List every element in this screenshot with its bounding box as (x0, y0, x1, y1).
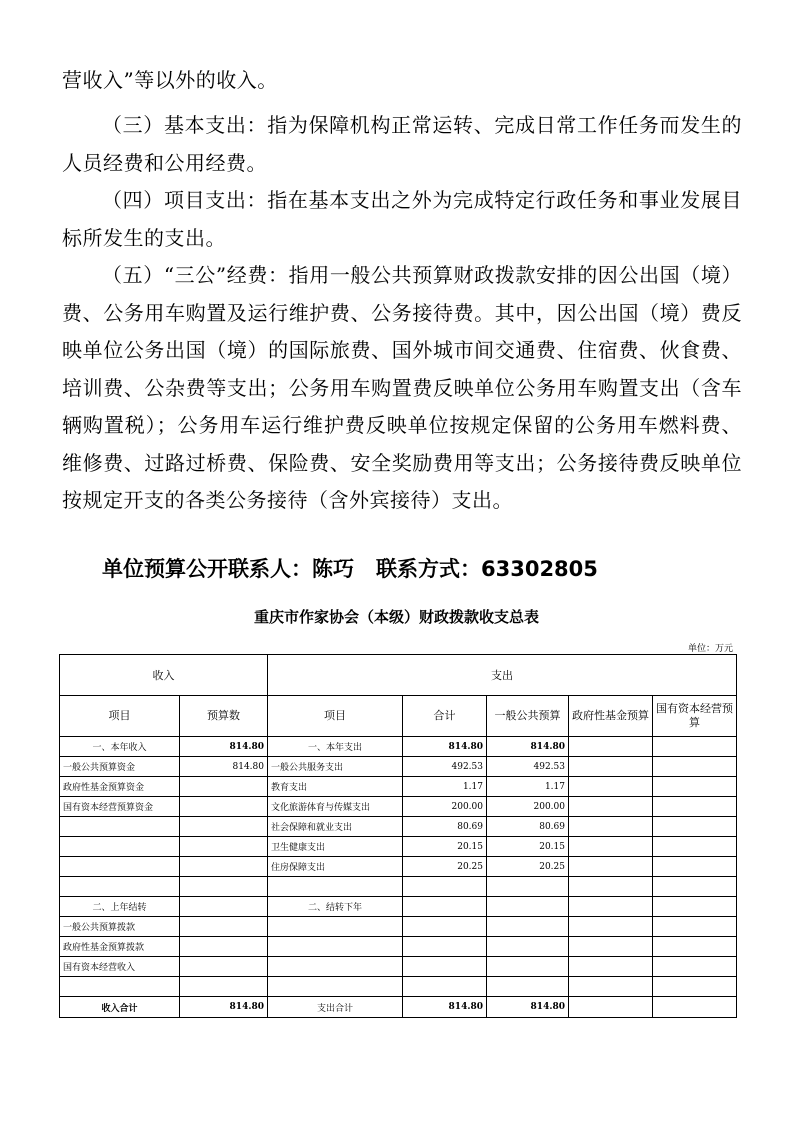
expense-general (487, 957, 569, 977)
expense-item (268, 937, 403, 957)
header-state-capital-budget: 国有资本经营预算 (653, 696, 737, 737)
table-row (60, 957, 737, 977)
income-value (180, 897, 268, 917)
expense-general: 492.53 (487, 757, 569, 777)
expense-general: 20.15 (487, 837, 569, 857)
expense-capital (653, 937, 737, 957)
expense-total: 814.80 (403, 737, 487, 757)
table-row (60, 857, 737, 877)
income-item (60, 857, 180, 877)
contact-phone: 联系方式：63302805 (376, 557, 598, 581)
expense-total (403, 877, 487, 897)
expense-capital (653, 857, 737, 877)
expense-general (487, 937, 569, 957)
expense-general: 1.17 (487, 777, 569, 797)
expense-item: 一、本年支出 (268, 737, 403, 757)
expense-total: 200.00 (403, 797, 487, 817)
income-item: 国有资本经营收入 (60, 957, 180, 977)
expense-total-capital (653, 997, 737, 1018)
income-value (180, 837, 268, 857)
table-row (60, 897, 737, 917)
income-value: 814.80 (180, 757, 268, 777)
expense-fund (569, 757, 653, 777)
expense-general: 80.69 (487, 817, 569, 837)
table-row (60, 777, 737, 797)
expense-fund (569, 797, 653, 817)
income-item: 政府性基金预算拨款 (60, 937, 180, 957)
table-title: 重庆市作家协会（本级）财政拨款收支总表 (253, 608, 539, 626)
expense-fund (569, 917, 653, 937)
paragraph-project-expenditure: （四）项目支出：指在基本支出之外为完成特定行政任务和事业发展目标所发生的支出。 (62, 188, 742, 250)
expense-item: 文化旅游体育与传媒支出 (268, 797, 403, 817)
expense-total-general: 814.80 (487, 997, 569, 1018)
income-value (180, 777, 268, 797)
table-row (60, 917, 737, 937)
income-value (180, 937, 268, 957)
table-row (60, 977, 737, 997)
income-item (60, 977, 180, 997)
expense-item (268, 917, 403, 937)
expense-capital (653, 797, 737, 817)
income-item: 国有资本经营预算资金 (60, 797, 180, 817)
header-item-expense: 项目 (268, 696, 403, 737)
expense-total: 20.25 (403, 857, 487, 877)
expense-total: 80.69 (403, 817, 487, 837)
expense-capital (653, 977, 737, 997)
income-item: 一般公共预算资金 (60, 757, 180, 777)
expense-fund (569, 837, 653, 857)
table-header-row-2 (60, 696, 737, 737)
header-gov-fund-budget: 政府性基金预算 (569, 696, 653, 737)
expense-general (487, 917, 569, 937)
expense-total: 492.53 (403, 757, 487, 777)
header-item: 项目 (60, 696, 180, 737)
expense-total: 1.17 (403, 777, 487, 797)
paragraph-three-public-expenses: （五）“三公”经费：指用一般公共预算财政拨款安排的因公出国（境）费、公务用车购置及运行维护费、公务接待费。其中，因公出国（境）费反映单位公务出国（境）的国际旅费、国外城市间交通费、住宿费、伙食费、培训费、公杂费等支出；公务用车购置费反映单位公务用车购置支出（含车辆购置税）；公务用车运行维护费反映单位按规定保留的公务用车燃料费、维修费、过路过桥费、保险费、安全奖励费用等支出；公务接待费反映单位按规定开支的各类公务接待（含外宾接待）支出。 (62, 263, 742, 512)
expense-capital (653, 917, 737, 937)
expense-capital (653, 877, 737, 897)
expense-fund (569, 777, 653, 797)
expense-total: 20.15 (403, 837, 487, 857)
expense-item (268, 877, 403, 897)
income-value: 814.80 (180, 737, 268, 757)
expense-capital (653, 817, 737, 837)
income-total-value: 814.80 (180, 997, 268, 1018)
income-item: 政府性基金预算资金 (60, 777, 180, 797)
income-total-label: 收入合计 (60, 997, 180, 1018)
income-value (180, 877, 268, 897)
expense-capital (653, 957, 737, 977)
expense-total (403, 897, 487, 917)
expense-fund (569, 897, 653, 917)
expense-total-label: 支出合计 (268, 997, 403, 1018)
table-total-row (60, 997, 737, 1018)
paragraph-income-end: 营收入”等以外的收入。 (62, 68, 278, 92)
expense-item: 社会保障和就业支出 (268, 817, 403, 837)
expense-general (487, 897, 569, 917)
income-item: 二、上年结转 (60, 897, 180, 917)
expense-general (487, 877, 569, 897)
expense-total (403, 957, 487, 977)
expense-item: 教育支出 (268, 777, 403, 797)
income-value (180, 817, 268, 837)
contact-person: 单位预算公开联系人：陈巧 (102, 557, 354, 581)
expense-general: 20.25 (487, 857, 569, 877)
header-expense: 支出 (268, 655, 737, 696)
expense-fund (569, 737, 653, 757)
expense-item: 卫生健康支出 (268, 837, 403, 857)
expense-fund (569, 977, 653, 997)
expense-total-value: 814.80 (403, 997, 487, 1018)
expense-item: 一般公共服务支出 (268, 757, 403, 777)
expense-general: 200.00 (487, 797, 569, 817)
expense-fund (569, 957, 653, 977)
income-value (180, 957, 268, 977)
expense-capital (653, 837, 737, 857)
table-row (60, 797, 737, 817)
paragraph-basic-expenditure: （三）基本支出：指为保障机构正常运转、完成日常工作任务而发生的人员经费和公用经费。 (62, 113, 742, 175)
finance-table (59, 654, 737, 1018)
header-total: 合计 (403, 696, 487, 737)
income-item (60, 877, 180, 897)
header-income: 收入 (60, 655, 268, 696)
expense-total (403, 917, 487, 937)
contact-line (102, 553, 598, 583)
expense-item: 二、结转下年 (268, 897, 403, 917)
income-item (60, 837, 180, 857)
table-row (60, 837, 737, 857)
expense-item (268, 957, 403, 977)
table-header-row-1 (60, 655, 737, 696)
income-value (180, 977, 268, 997)
expense-total (403, 977, 487, 997)
table-row (60, 937, 737, 957)
table-body (60, 737, 737, 997)
income-value (180, 857, 268, 877)
table-row (60, 877, 737, 897)
expense-general (487, 977, 569, 997)
income-item: 一、本年收入 (60, 737, 180, 757)
expense-capital (653, 737, 737, 757)
header-general-budget: 一般公共预算 (487, 696, 569, 737)
income-item (60, 817, 180, 837)
expense-capital (653, 757, 737, 777)
table-row (60, 817, 737, 837)
table-row (60, 757, 737, 777)
income-value (180, 917, 268, 937)
expense-fund (569, 877, 653, 897)
expense-fund (569, 857, 653, 877)
expense-total-fund (569, 997, 653, 1018)
expense-fund (569, 817, 653, 837)
header-budget: 预算数 (180, 696, 268, 737)
expense-general: 814.80 (487, 737, 569, 757)
expense-item: 住房保障支出 (268, 857, 403, 877)
expense-capital (653, 777, 737, 797)
table-row (60, 737, 737, 757)
income-value (180, 797, 268, 817)
expense-item (268, 977, 403, 997)
expense-total (403, 937, 487, 957)
income-item: 一般公共预算拨款 (60, 917, 180, 937)
table-unit: 单位：万元 (687, 644, 733, 654)
expense-fund (569, 937, 653, 957)
expense-capital (653, 897, 737, 917)
